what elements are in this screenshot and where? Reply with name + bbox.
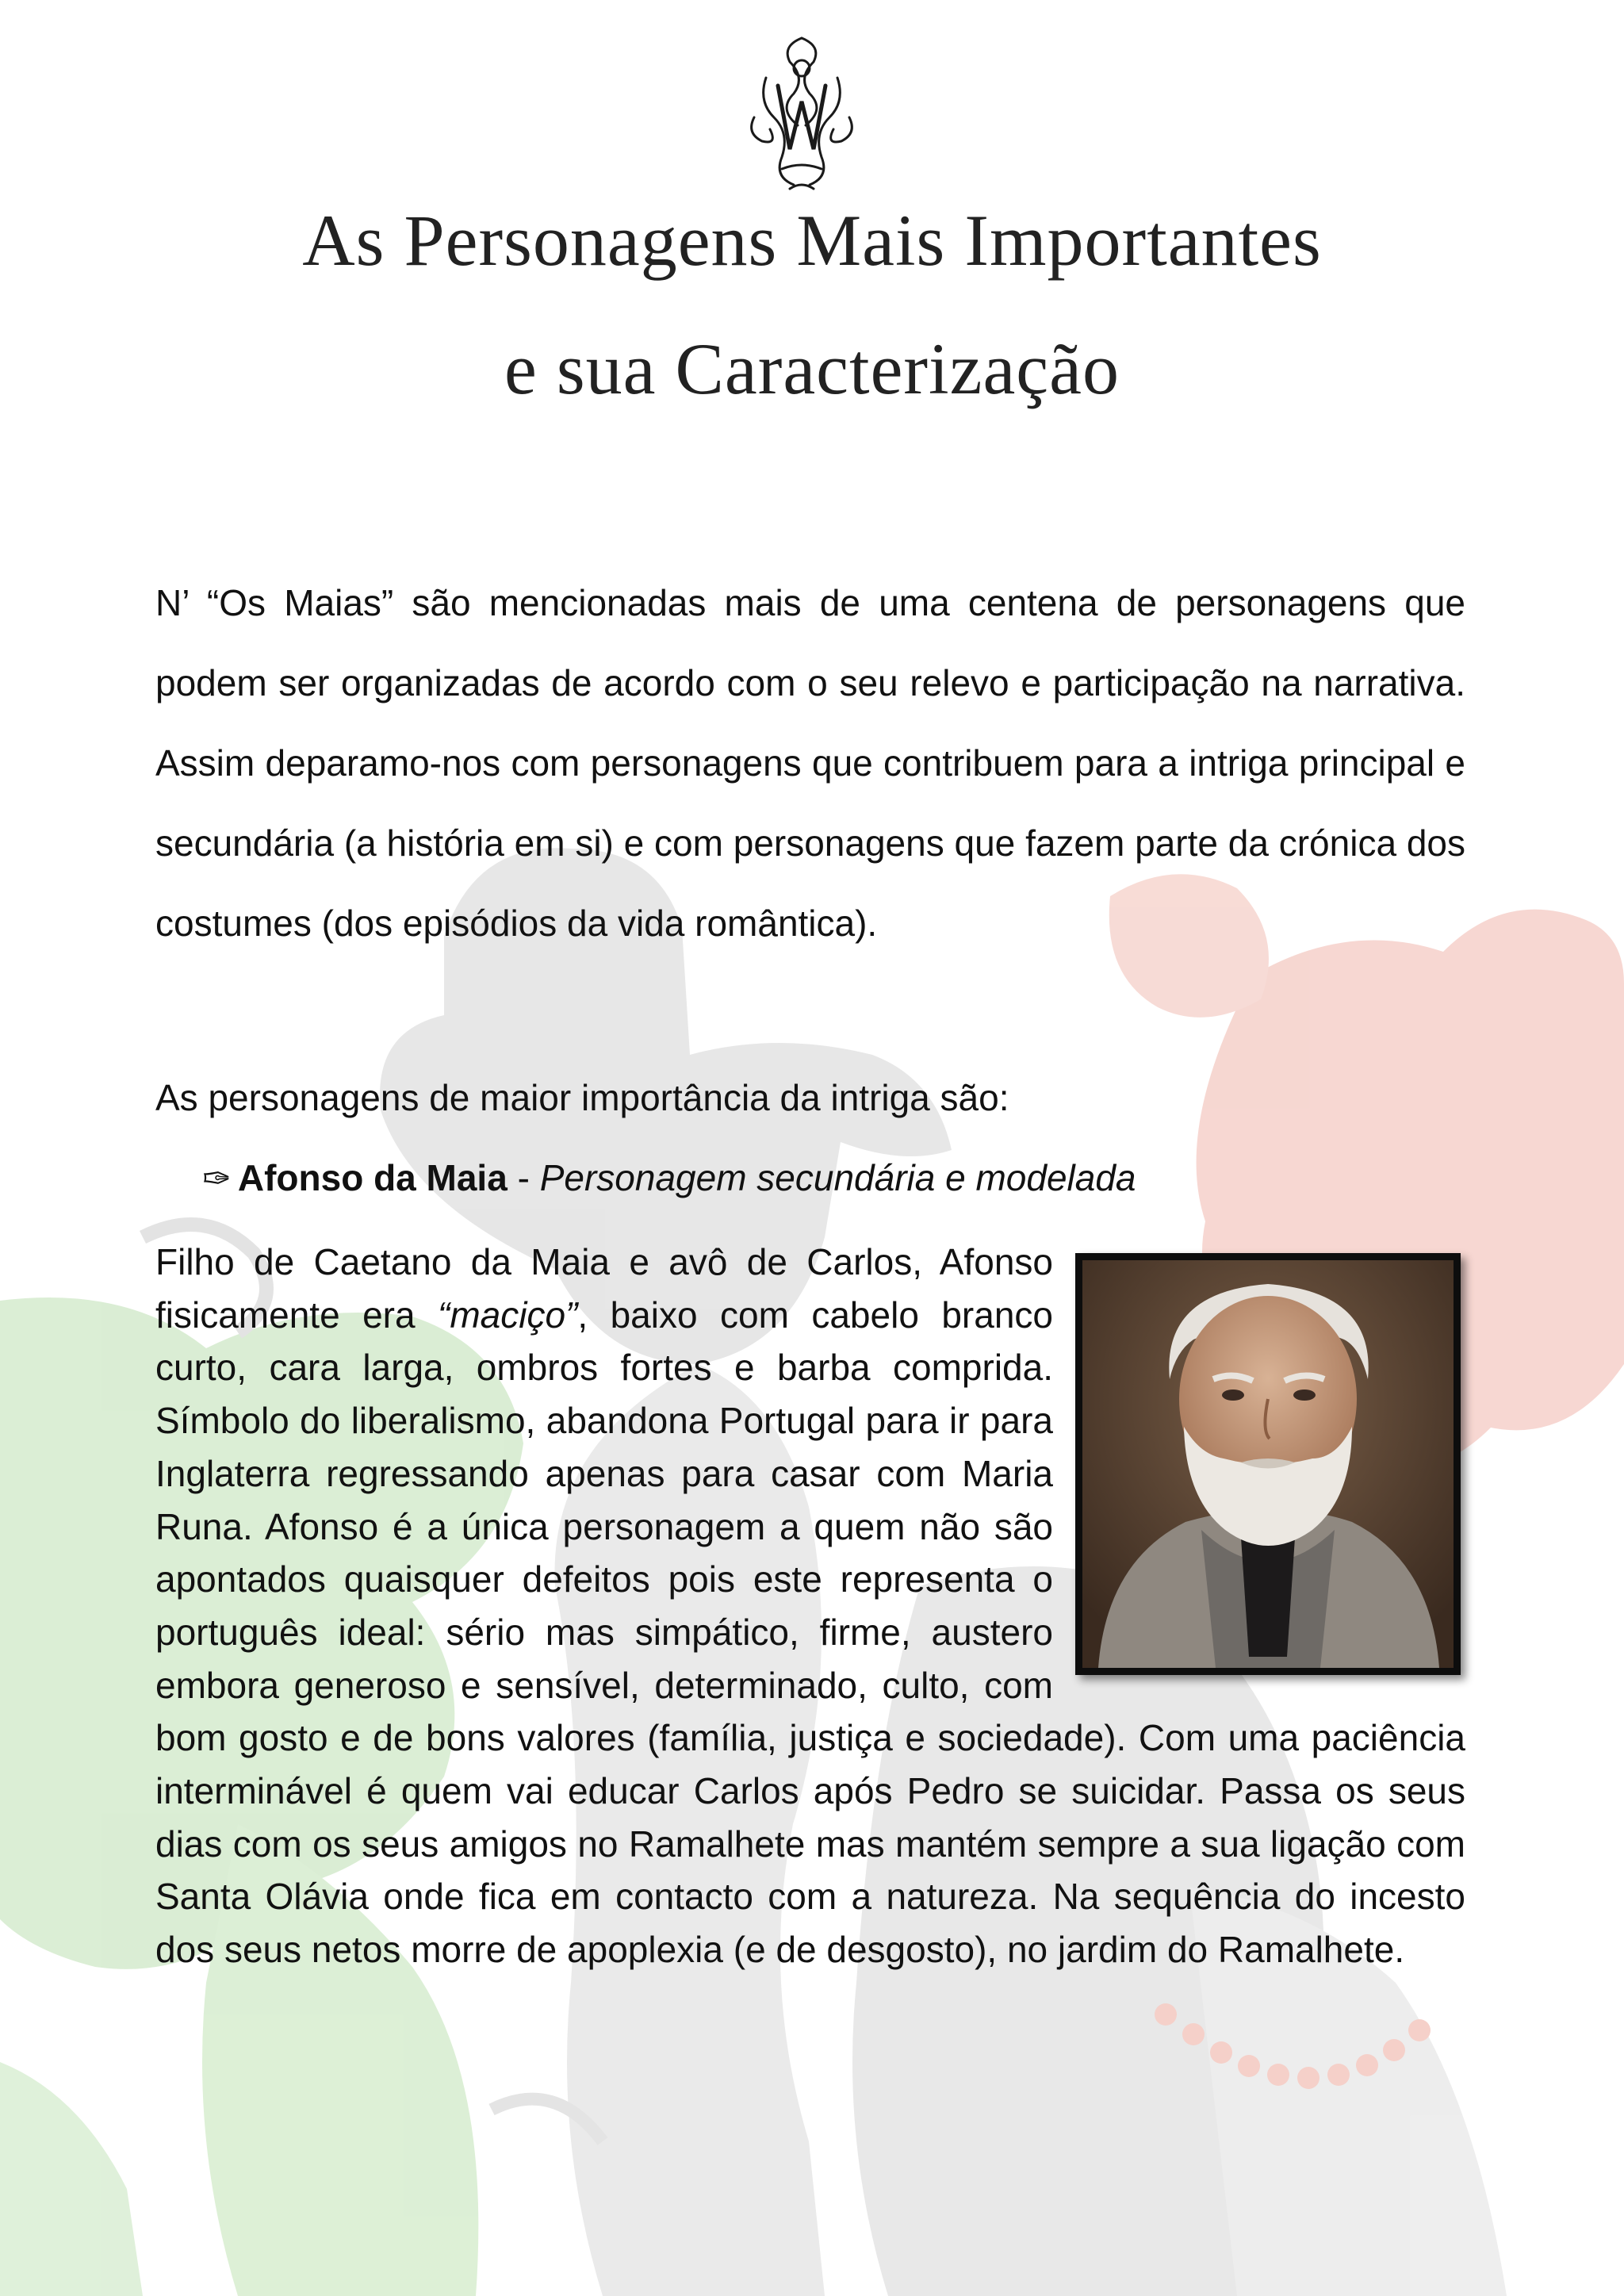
character-biography [155, 1236, 1465, 1976]
quill-bullet-icon: ✑ [202, 1159, 232, 1198]
page-title-line-2: e sua Caracterização [504, 328, 1120, 409]
bio-text-part-1: Filho de Caetano da Maia e avô de Carlos, Afonso fisicamente era [155, 1241, 1053, 1336]
character-heading [202, 1152, 1136, 1205]
section-heading: As personagens de maior importância da intriga são: [155, 1077, 1009, 1118]
page-title-line-1: As Personagens Mais Importantes [302, 200, 1322, 281]
character-description: Personagem secundária e modelada [539, 1157, 1136, 1198]
intro-paragraph: N’ “Os Maias” são mencionadas mais de uma centena de personagens que podem ser organizadas de acordo com o seu relevo e participação na narrativa. Assim deparamo-nos com personagens que contribuem para a intriga principal e secundária (a história em si) e com personagens que fazem parte da crónica dos costumes (dos episódios da vida romântica). [155, 582, 1465, 944]
heading-separator: - [507, 1157, 540, 1198]
character-name: Afonso da Maia [237, 1157, 508, 1198]
bio-text-part-2: , baixo com cabelo branco curto, cara larga, ombros fortes e barba comprida. Símbolo do liberalismo, abandona Portugal para ir para Inglaterra regressando apenas para casar com Maria Runa. Afonso é a única personagem a quem não são apontados quaisquer defeitos pois este representa o português ideal: sério mas simpático, firme, austero embora generoso e sensível, determinado, culto, com bom gosto e de bons valores (família, justiça e sociedade). Com uma paciência interminável é quem vai educar Carlos após Pedro se suicidar. Passa os seus dias com os seus amigos no Ramalhete mas mantém sempre a sua ligação com Santa Olávia onde fica em contacto com a natureza. Na sequência do incesto dos seus netos morre de apoplexia (e de desgosto), no jardim do Ramalhete. [155, 1294, 1465, 1971]
monogram-ornament-icon [734, 30, 869, 195]
bio-quote: “maciço” [438, 1294, 578, 1336]
